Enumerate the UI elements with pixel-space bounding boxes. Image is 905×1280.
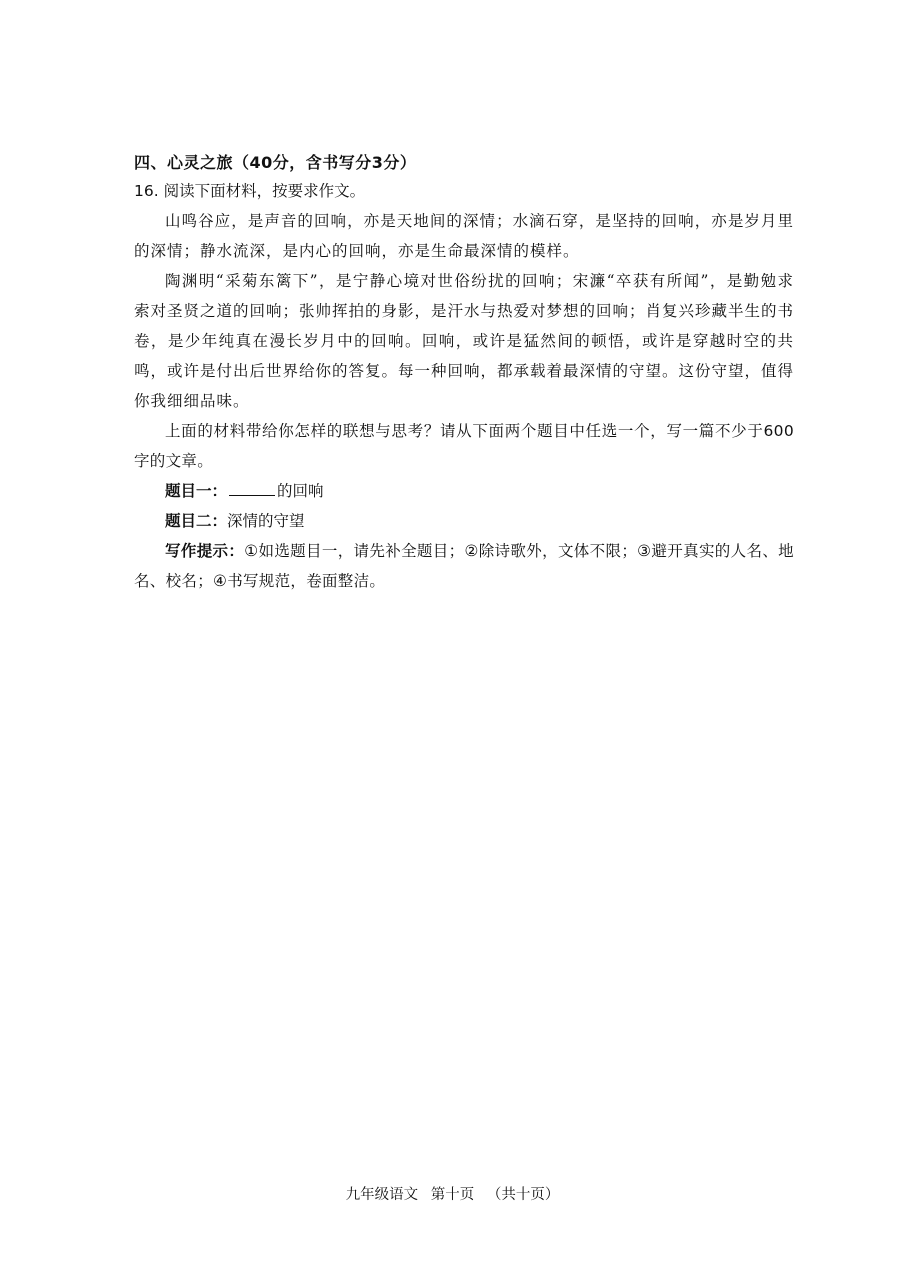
topic-two-text: 深情的守望: [227, 512, 305, 530]
material-paragraph-3: 上面的材料带给你怎样的联想与思考？请从下面两个题目中任选一个，写一篇不少于600字的文章。: [134, 422, 794, 470]
topic-two: [134, 506, 794, 536]
section-title: 四、心灵之旅（40分，含书写分3分）: [134, 153, 417, 172]
writing-tips-text: ①如选题目一，请先补全题目；②除诗歌外，文体不限；③避开真实的人名、地名、校名；④书写规范，卷面整洁。: [134, 542, 794, 590]
footer-subject: 九年级语文: [345, 1187, 419, 1203]
question-prompt: 16. 阅读下面材料，按要求作文。: [134, 182, 366, 200]
writing-tips: [134, 536, 794, 596]
composition-section: [134, 150, 794, 596]
topic-one-label: 题目一：: [165, 482, 228, 500]
material-paragraph-2: 陶渊明“采菊东篱下”，是宁静心境对世俗纷扰的回响；宋濂“卒获有所闻”，是勤勉求索对圣贤之道的回响；张帅挥拍的身影，是汗水与热爱对梦想的回响；肖复兴珍藏半生的书卷，是少年纯真在漫长岁月中的回响。回响，或许是猛然间的顿悟，或许是穿越时空的共鸣，或许是付出后世界给你的答复。每一种回响，都承载着最深情的守望。这份守望，值得你我细细品味。: [134, 272, 795, 410]
topic-one-blank: [229, 479, 275, 496]
topic-two-label: 题目二：: [165, 512, 228, 530]
footer-page-number: 第十页: [430, 1187, 475, 1203]
topic-one: [134, 476, 794, 506]
topic-one-suffix: 的回响: [277, 482, 324, 500]
material-paragraph-1: 山鸣谷应，是声音的回响，亦是天地间的深情；水滴石穿，是坚持的回响，亦是岁月里的深情；静水流深，是内心的回响，亦是生命最深情的模样。: [134, 212, 794, 260]
page-footer: [0, 1184, 905, 1206]
footer-page-total: （共十页）: [486, 1187, 560, 1203]
writing-tips-label: 写作提示：: [165, 542, 245, 560]
